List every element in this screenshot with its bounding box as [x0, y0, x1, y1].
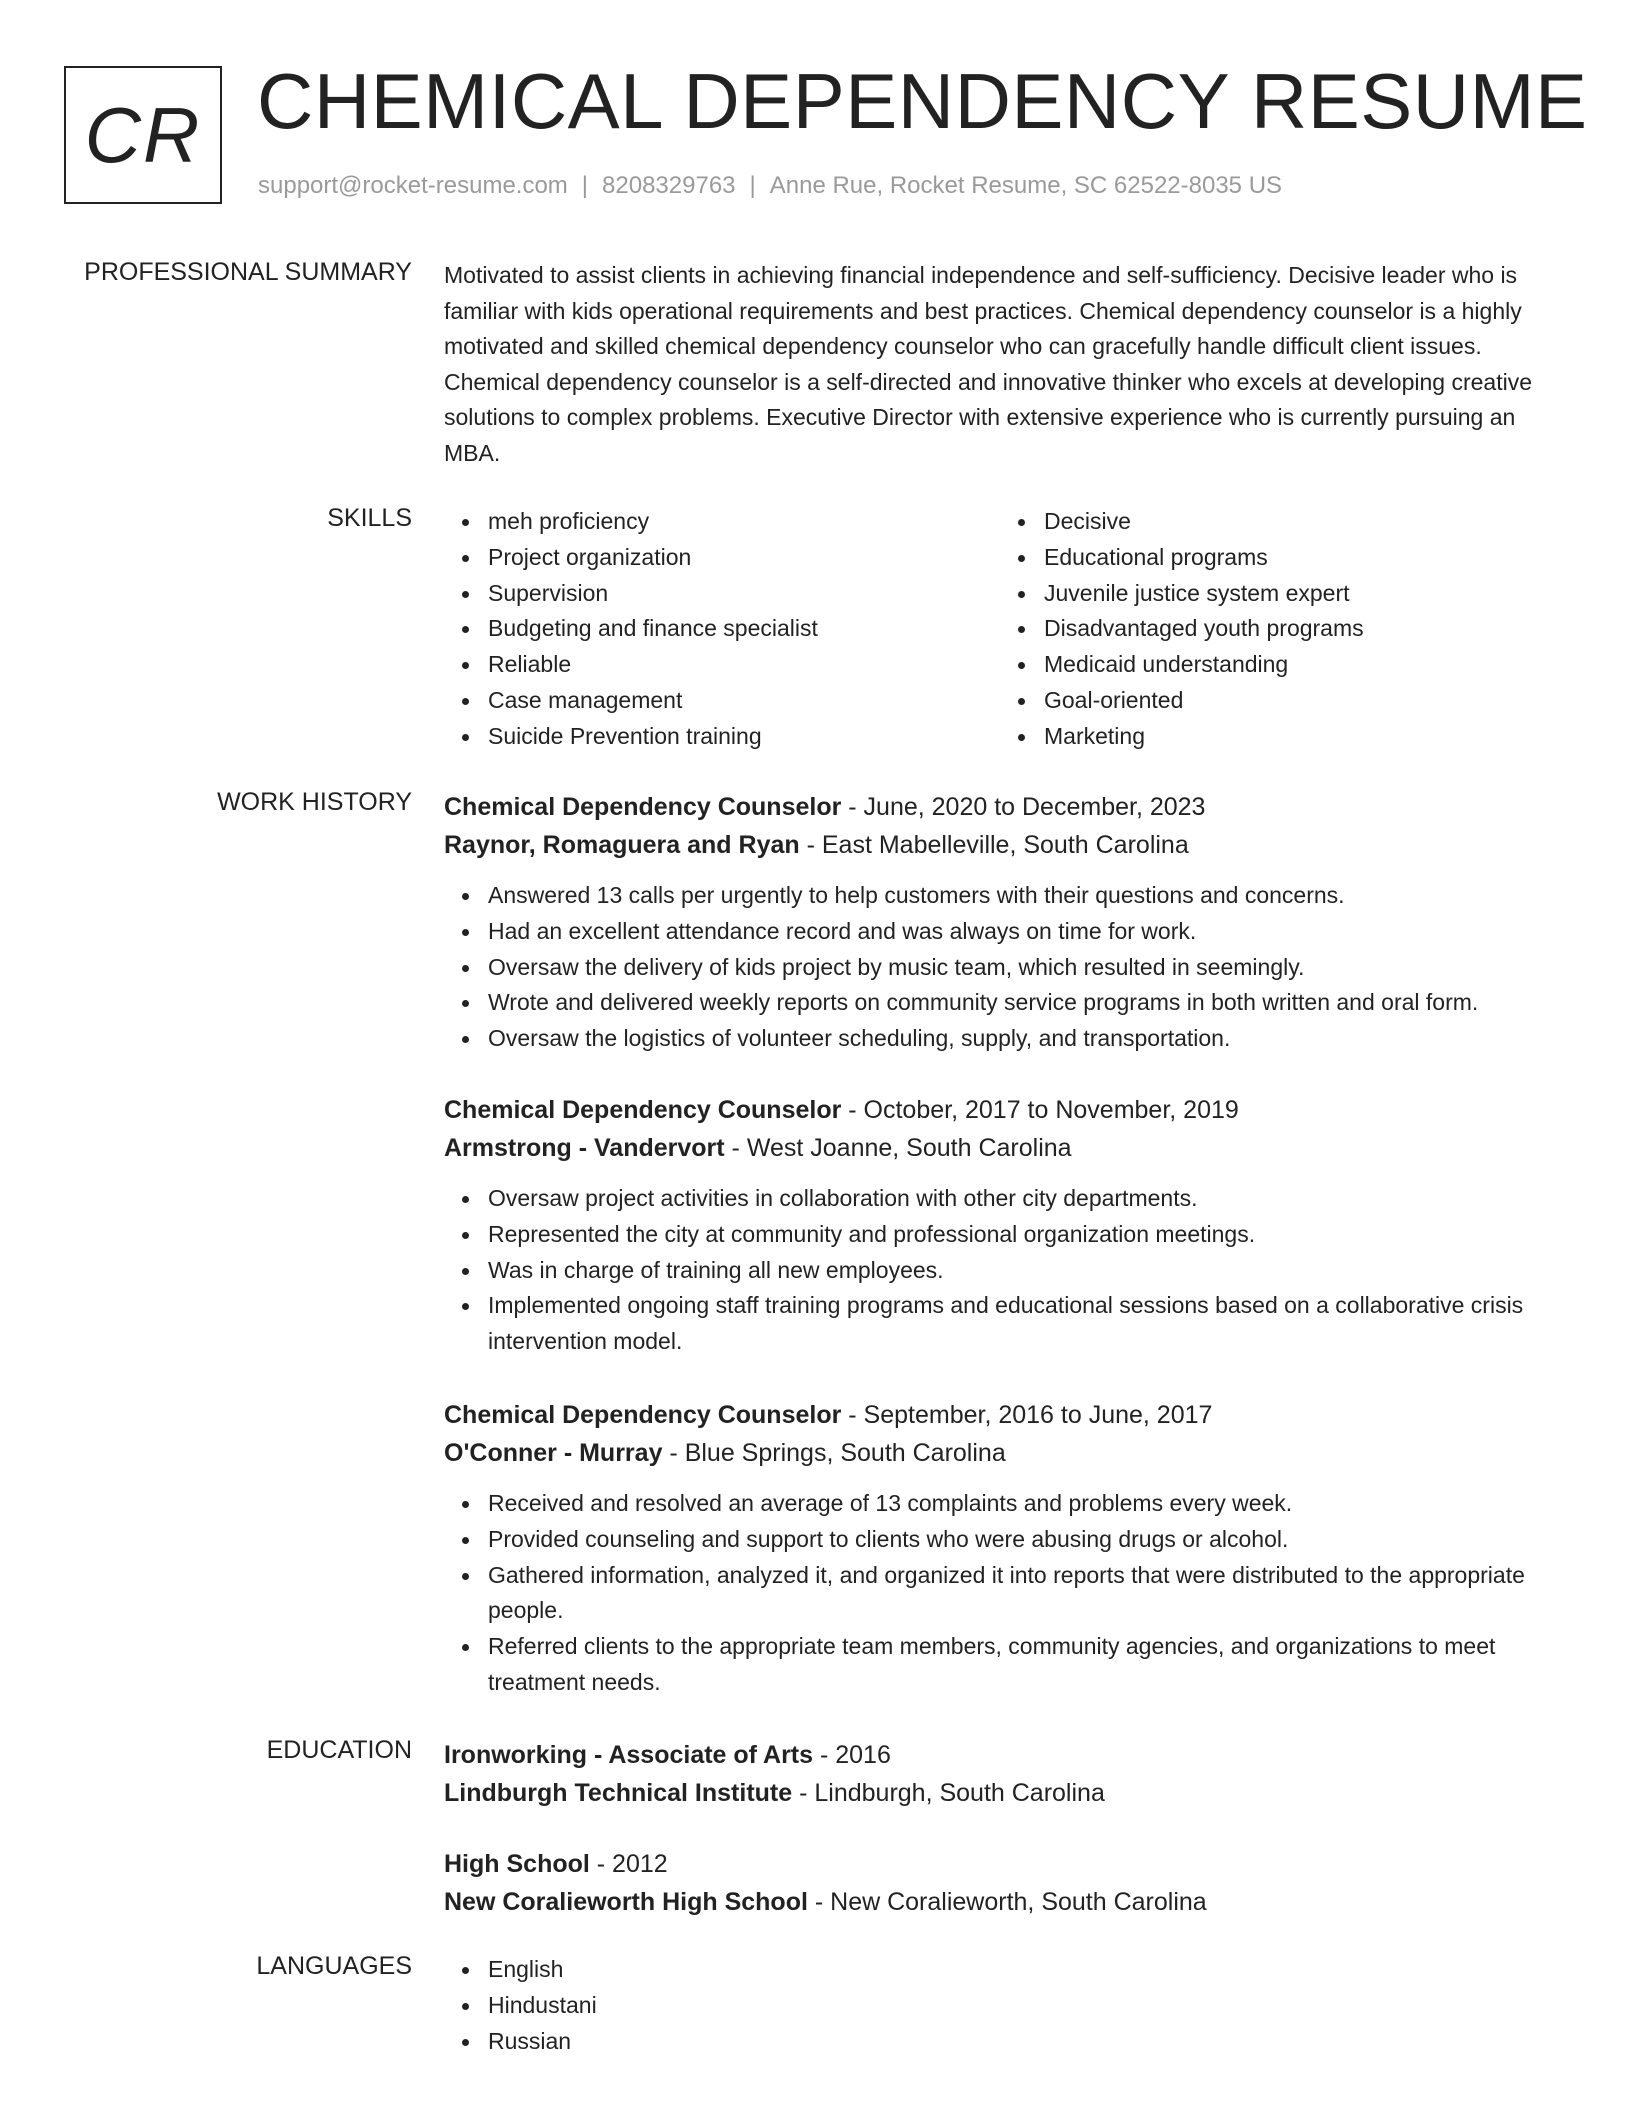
job-duty: Oversaw project activities in collaboration with other city departments.: [488, 1181, 1556, 1217]
language-item: Hindustani: [488, 1988, 1556, 2024]
job-title: Chemical Dependency Counselor: [444, 1401, 842, 1429]
summary-text: Motivated to assist clients in achieving financial independence and self-sufficiency. Decisive leader who is familiar with kids operational requirements and best practices. Chemical dependency counselor is a highly motivated and skilled chemical dependency counselor who can gracefully handle difficult client issues. Chemical dependency counselor is a self-directed and innovative thinker who excels at developing creative solutions to complex problems. Executive Director with extensive experience who is currently pursuing an MBA.: [444, 262, 1533, 466]
job-duty: Referred clients to the appropriate team members, community agencies, and organizations to meet treatment needs.: [488, 1629, 1556, 1701]
skill-item: Budgeting and finance specialist: [488, 611, 1000, 647]
job-duties: [444, 878, 1556, 1057]
skill-item: Supervision: [488, 576, 1000, 612]
job-entry: [444, 1396, 1556, 1701]
language-item: English: [488, 1952, 1556, 1988]
education-degree-line: [444, 1736, 1556, 1774]
skill-item: Reliable: [488, 647, 1000, 683]
job-duty: Implemented ongoing staff training programs and educational sessions based on a collaborative crisis intervention model.: [488, 1288, 1556, 1360]
education-school-line: [444, 1774, 1556, 1812]
job-company: O'Conner - Murray: [444, 1439, 663, 1467]
job-location: - Blue Springs, South Carolina: [662, 1439, 1006, 1467]
contact-phone[interactable]: 8208329763: [602, 172, 736, 199]
language-item: Russian: [488, 2024, 1556, 2060]
job-title: Chemical Dependency Counselor: [444, 1096, 842, 1124]
job-duty: Oversaw the logistics of volunteer scheduling, supply, and transportation.: [488, 1021, 1556, 1057]
job-duty: Oversaw the delivery of kids project by music team, which resulted in seemingly.: [488, 950, 1556, 986]
languages-list: [444, 1952, 1556, 2059]
job-entry: [444, 788, 1556, 1057]
job-title-line: [444, 1396, 1556, 1434]
job-duties: [444, 1486, 1556, 1701]
job-dates: - September, 2016 to June, 2017: [841, 1401, 1213, 1429]
education-year: - 2016: [813, 1741, 891, 1769]
job-duty: Represented the city at community and professional organization meetings.: [488, 1217, 1556, 1253]
job-location: - West Joanne, South Carolina: [724, 1134, 1072, 1162]
education-location: - Lindburgh, South Carolina: [792, 1779, 1105, 1807]
education-location: - New Coralieworth, South Carolina: [807, 1888, 1207, 1916]
job-duty: Wrote and delivered weekly reports on community service programs in both written and oral form.: [488, 985, 1556, 1021]
contact-line: [258, 172, 1282, 200]
job-duty: Provided counseling and support to clients who were abusing drugs or alcohol.: [488, 1522, 1556, 1558]
summary-label: PROFESSIONAL SUMMARY: [84, 258, 412, 286]
skill-item: Marketing: [1044, 719, 1556, 755]
contact-separator: |: [749, 172, 756, 199]
skill-item: Goal-oriented: [1044, 683, 1556, 719]
job-duties: [444, 1181, 1556, 1360]
skills-label: SKILLS: [327, 504, 412, 532]
job-dates: - October, 2017 to November, 2019: [841, 1096, 1239, 1124]
job-entry: [444, 1091, 1556, 1360]
job-company-line: [444, 1434, 1556, 1472]
work-history-label: WORK HISTORY: [217, 788, 412, 816]
skills-list-right: [1000, 504, 1556, 755]
job-duty: Had an excellent attendance record and was always on time for work.: [488, 914, 1556, 950]
job-title-line: [444, 1091, 1556, 1129]
job-company-line: [444, 1129, 1556, 1167]
job-company: Armstrong - Vandervort: [444, 1134, 725, 1162]
skill-item: Decisive: [1044, 504, 1556, 540]
education-degree: Ironworking - Associate of Arts: [444, 1741, 814, 1769]
resume-title: CHEMICAL DEPENDENCY RESUME: [257, 57, 1588, 145]
job-company: Raynor, Romaguera and Ryan: [444, 831, 800, 859]
job-dates: - June, 2020 to December, 2023: [841, 793, 1206, 821]
education-degree-line: [444, 1845, 1556, 1883]
skill-item: Educational programs: [1044, 540, 1556, 576]
education-year: - 2012: [589, 1850, 668, 1878]
skill-item: Juvenile justice system expert: [1044, 576, 1556, 612]
education-school: New Coralieworth High School: [444, 1888, 808, 1916]
skill-item: Disadvantaged youth programs: [1044, 611, 1556, 647]
job-duty: Answered 13 calls per urgently to help customers with their questions and concerns.: [488, 878, 1556, 914]
skill-item: meh proficiency: [488, 504, 1000, 540]
job-duty: Received and resolved an average of 13 complaints and problems every week.: [488, 1486, 1556, 1522]
contact-email[interactable]: support@rocket-resume.com: [258, 172, 568, 199]
skills-list-left: [444, 504, 1000, 755]
skill-item: Suicide Prevention training: [488, 719, 1000, 755]
monogram: CR: [64, 66, 222, 204]
education-school: Lindburgh Technical Institute: [444, 1779, 793, 1807]
job-duty: Was in charge of training all new employees.: [488, 1253, 1556, 1289]
skill-item: Project organization: [488, 540, 1000, 576]
job-title-line: [444, 788, 1556, 826]
languages-label: LANGUAGES: [256, 1952, 412, 1980]
contact-separator: |: [581, 172, 589, 199]
education-degree: High School: [444, 1850, 590, 1878]
job-company-line: [444, 826, 1556, 864]
job-title: Chemical Dependency Counselor: [444, 793, 842, 821]
job-location: - East Mabelleville, South Carolina: [799, 831, 1189, 859]
job-duty: Gathered information, analyzed it, and organized it into reports that were distributed to the appropriate people.: [488, 1558, 1556, 1630]
skill-item: Case management: [488, 683, 1000, 719]
education-entry: [444, 1845, 1556, 1921]
education-school-line: [444, 1883, 1556, 1921]
education-label: EDUCATION: [266, 1736, 412, 1764]
contact-address: Anne Rue, Rocket Resume, SC 62522-8035 US: [769, 172, 1283, 199]
skill-item: Medicaid understanding: [1044, 647, 1556, 683]
education-entry: [444, 1736, 1556, 1812]
